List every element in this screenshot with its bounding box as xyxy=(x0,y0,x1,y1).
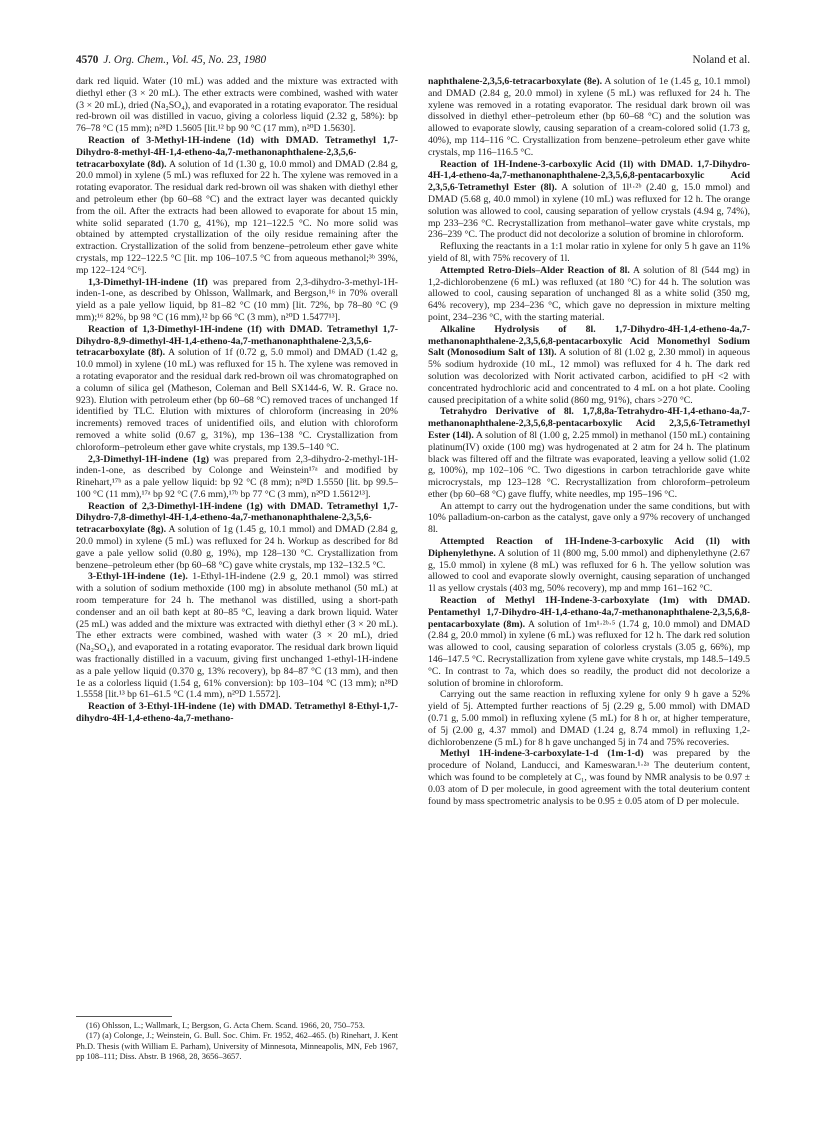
paragraph-text: was prepared from 2,3-dihydro-3-methyl-1H-inden-1-one, as described by Ohlsson, Wallmark, and Bergson,¹⁶ in 70% overall yield as a pale yellow liquid, bp 81–82 °C (10 mm) [lit. 72%, bp 78–80 °C (9 mm);¹⁶ 82%, bp 98 °C (16 mm),¹² bp 66 °C (3 mm), n²⁰D 1.5477¹³]. xyxy=(76,276,398,323)
footnote: (17) (a) Colonge, J.; Weinstein, G. Bull. Soc. Chim. Fr. 1952, 462–465. (b) Rinehart, J. Kent Ph.D. Thesis (with William E. Parham), University of Minnesota, Minneapolis, MN, Feb 1967, pp 108–111; Diss. Abstr. B 1968, 28, 3656–3657. xyxy=(76,1031,398,1061)
paragraph-heading: Reaction of 1H-Indene-3-carboxylic Acid (1l) with DMAD. 1,7-Dihydro-4H-1,4-etheno-4a,7-methanonaphthalene-2,3,5,6,8-pentacarboxylic Acid 2,3,5,6-Tetramethyl Ester (8l). xyxy=(428,158,750,194)
right-column-paragraph xyxy=(428,241,750,265)
page-number: 4570 xyxy=(76,54,99,66)
paragraph-heading: Methyl 1H-indene-3-carboxylate-1-d (1m-1-d) xyxy=(440,748,644,760)
left-column-paragraph xyxy=(76,501,398,572)
paragraph-text: A solution of 1d (1.30 g, 10.0 mmol) and DMAD (2.84 g, 20.0 mmol) in xylene (5 mL) was refluxed for 22 h. The xylene was removed in a rotating evaporator. The residual dark red-brown oil was shaken with diethyl ether and petroleum ether (bp 60–68 °C) and the extract layer was decanted quickly from the oil. After the extracts had been allowed to evaporate for about 15 min, white solid separated (1.70 g, 41%), mp 121–122.5 °C. No more solid was obtained by attempted crystallization of the oily residue remaining after the extraction. Crystallization of the solid from benzene–petroleum ether gave white crystals, mp 122–122.5 °C [lit. mp 106–107.5 °C from aqueous methanol;³ᵇ 39%, mp 122–124 °C⁶]. xyxy=(76,158,398,276)
left-column xyxy=(76,76,398,1076)
paragraph-text: A solution of 8l (1.00 g, 2.25 mmol) in methanol (150 mL) containing platinum(IV) oxide (100 mg) was hydrogenated at 2 atm for 24 h. The platinum black was filtered off and the filtrate was evaporated, leaving a yellow solid (1.02 g, 100%), mp 102–106 °C. Two digestions in carbon tetrachloride gave white microcrystals, mp 123–128 °C. Recrystallization from chloroform–petroleum ether (bp 60–68 °C) gave fluffy, white needles, mp 195–196 °C. xyxy=(428,429,750,500)
running-header xyxy=(76,52,750,68)
footnotes xyxy=(76,1021,398,1062)
paragraph-heading: Reaction of 3-Ethyl-1H-indene (1e) with DMAD. Tetramethyl 8-Ethyl-1,7-dihydro-4H-1,4-etheno-4a,7-methano- xyxy=(76,701,398,725)
right-column-paragraph xyxy=(428,406,750,500)
paragraph-text: A solution of 1l (800 mg, 5.00 mmol) and diphenylethyne (2.67 g, 15.0 mmol) in xylene (8 mL) was refluxed for 6 h. The yellow solution was allowed to cool and evaporate slowly overnight, causing separation of unchanged 1l as yellow crystals (403 mg, 50% recovery), mp and mmp 161–162 °C. xyxy=(428,547,750,595)
header-left xyxy=(76,52,266,68)
paragraph-text: A solution of 8l (1.02 g, 2.30 mmol) in aqueous 5% sodium hydroxide (10 mL, 12 mmol) was refluxed for 4 h. The dark red solution was decolorized with Norit activated carbon, acidified to pH <2 with concentrated hydrochloric acid and concentrated to 4 mL on a hot plate. Cooling caused precipitation of a white solid (860 mg, 91%), chars >270 °C. xyxy=(428,347,750,406)
paragraph-text: was prepared from 2,3-dihydro-2-methyl-1H-inden-1-one, as described by Colonge and Weinstein¹⁷ᵃ and modified by Rinehart,¹⁷ᵇ as a pale yellow liquid: bp 92 °C (8 mm); n²⁸D 1.5550 [lit. bp 99.5–100 °C (11 mm),¹⁷ᵃ bp 92 °C (7.6 mm),¹⁷ᵇ bp 77 °C (3 mm), n²⁰D 1.5612¹³]. xyxy=(76,453,398,500)
paragraph-text: A solution of 1g (1.45 g, 10.1 mmol) and DMAD (2.84 g, 20.0 mmol) in xylene (5 mL) was refluxed for 24 h. Workup as described for 8d gave a pale yellow solid (0.80 g, 19%), mp 128–130 °C. Crystallization from benzene–petroleum ether (bp 60–68 °C) gave white crystals, mp 132–132.5 °C. xyxy=(76,524,398,571)
right-column-paragraph xyxy=(428,689,750,748)
right-column-paragraph xyxy=(428,595,750,689)
paragraph-heading: Tetrahydro Derivative of 8l. 1,7,8,8a-Tetrahydro-4H-1,4-ethano-4a,7-methanonaphthalene-2,3,5,6,8-pentacarboxylic Acid 2,3,5,6-Tetramethyl Ester (14l). xyxy=(428,406,750,441)
paragraph-text: A solution of 1f (0.72 g, 5.0 mmol) and DMAD (1.42 g, 10.0 mmol) in xylene (10 mL) was refluxed for 15 h. The xylene was removed in a rotating evaporator and the residual dark red-brown oil was chromatographed on a column of silica gel (Matheson, Coleman and Bell SX144-6, W. R. Grace no. 923). Elution with petroleum ether (bp 60–68 °C) removed traces of unchanged 1f identified by TLC. Elution with mixtures of chloroform (increasing in 20% increments) removed traces of unidentified oils, and elution with chloroform removed a white solid (0.67 g, 31%), mp 136–138 °C. Crystallization from chloroform–petroleum ether gave white crystals, mp 139.5–140 °C. xyxy=(76,347,398,453)
right-column-paragraph xyxy=(428,536,750,595)
right-column-paragraph xyxy=(428,324,750,407)
paragraph-text: dark red liquid. Water (10 mL) was added and the mixture was extracted with diethyl ether (3 × 20 mL). The ether extracts were combined, washed with water (3 × 20 mL), dried (Na₂SO₄), and evaporated in a rotating evaporator. The residual red-brown oil was distilled in vacuo, giving a colorless liquid (2.32 g, 58%): bp 76–78 °C (15 mm); n²⁸D 1.5605 [lit.¹² bp 90 °C (17 mm), n²⁰D 1.5630]. xyxy=(76,76,398,135)
paragraph-heading: 3-Ethyl-1H-indene (1e). xyxy=(88,571,188,583)
paragraph-text: An attempt to carry out the hydrogenation under the same conditions, but with 10% palladium-on-carbon as the catalyst, gave only a 97% recovery of unchanged 8l. xyxy=(428,500,750,536)
right-column-paragraph xyxy=(428,76,750,159)
footnote: (16) Ohlsson, L.; Wallmark, I.; Bergson, G. Acta Chem. Scand. 1966, 20, 750–753. xyxy=(86,1021,365,1030)
paragraph-text: A solution of 1m¹·²ᵇ·⁵ (1.74 g, 10.0 mmol) and DMAD (2.84 g, 20.0 mmol) in xylene (6 mL) was refluxed for 12 h. The dark red solution was allowed to cool, causing separation of colorless crystals (3.05 g, 66%), mp 146–147.5 °C. Recrystallization from xylene gave white crystals, mp 148.5–149.5 °C. In contrast to 7a, which does so readily, the product did not decolorize a solution of bromine in chloroform. xyxy=(428,618,750,689)
footnote-rule xyxy=(76,1016,172,1017)
left-column-paragraph xyxy=(76,571,398,701)
paragraph-heading: Reaction of 3-Methyl-1H-indene (1d) with DMAD. Tetramethyl 1,7-Dihydro-8-methyl-4H-1,4-etheno-4a,7-methanonaphthalene-2,3,5,6-tetracarboxylate (8d). xyxy=(76,134,398,170)
paragraph-heading: 2,3-Dimethyl-1H-indene (1g) xyxy=(88,453,210,465)
paragraph-heading: Reaction of Methyl 1H-Indene-3-carboxylate (1m) with DMAD. Pentamethyl 1,7-Dihydro-4H-1,4-ethano-4a,7-methanonaphthalene-2,3,5,6,8-pentacarboxylate (8m). xyxy=(428,595,750,630)
left-column-paragraph xyxy=(76,454,398,501)
left-column-paragraph xyxy=(76,76,398,135)
paragraph-heading: Reaction of 2,3-Dimethyl-1H-indene (1g) with DMAD. Tetramethyl 1,7-Dihydro-7,8-dimethyl-4H-1,4-etheno-4a,7-methanonaphthalene-2,3,5,6-tetracarboxylate (8g). xyxy=(76,500,398,536)
paragraph-text: A solution of 1e (1.45 g, 10.1 mmol) and DMAD (2.84 g, 20.0 mmol) in xylene (5 mL) was refluxed for 24 h. The xylene was removed in a rotating evaporator. The residual dark brown oil was dissolved in diethyl ether–petroleum ether (bp 60–68 °C) and the solution was allowed to evaporate slowly, causing separation of a cream-colored solid (1.73 g, 40%), mp 114–116 °C. Crystallization from benzene–petroleum ether gave white crystals, mp 116–116.5 °C. xyxy=(428,76,750,158)
paragraph-heading: naphthalene-2,3,5,6-tetracarboxylate (8e). xyxy=(428,76,602,87)
header-authors: Noland et al. xyxy=(692,54,750,66)
paragraph-text: A solution of 8l (544 mg) in 1,2-dichlorobenzene (6 mL) was refluxed (at 180 °C) for 44 h. The solution was allowed to cool, causing separation of unchanged 8l as a white solid (350 mg, 64% recovery), mp 234–236 °C, which gave no depression in mixture melting point, 234–236 °C, with the starting material. xyxy=(428,264,750,323)
right-column-paragraph xyxy=(428,159,750,242)
right-column-paragraph xyxy=(428,748,750,807)
paragraph-text: Carrying out the same reaction in refluxing xylene for only 9 h gave a 52% yield of 5j. Attempted further reactions of 5j (2.29 g, 5.00 mmol) with DMAD (0.71 g, 5.00 mmol) in refluxing xylene (5 mL) for 8 h or, at higher temperature, of 5j (2.00 g, 4.37 mmol) and DMAD (1.24 g, 8.74 mmol) in refluxing 1,2-dichlorobenzene (5 mL) for 8 h gave unchanged 5j in 74 and 75% recoveries. xyxy=(428,689,750,748)
paragraph-heading: 1,3-Dimethyl-1H-indene (1f) xyxy=(88,276,208,288)
left-column-paragraph xyxy=(76,701,398,725)
right-column-paragraph xyxy=(428,501,750,536)
paragraph-text: 1-Ethyl-1H-indene (2.9 g, 20.1 mmol) was stirred with a solution of sodium methoxide (100 mg) in absolute methanol (50 mL) at room temperature for 24 h. The methanol was distilled, using a short-path condenser and an oil bath kept at 80–85 °C, leaving a dark brown liquid. Water (25 mL) was added and the mixture was extracted with diethyl ether (3 × 20 mL). The ether extracts were combined, washed with water (3 × 20 mL), dried (Na₂SO₄), and evaporated in a rotating evaporator. The residual dark brown liquid was fractionally distilled in a vacuum, giving first unchanged 1-ethyl-1H-indene as a pale yellow liquid (0.370 g, 13% recovery), bp 84–87 °C (13 mm), and then 1e as a colorless liquid (1.54 g, 61% conversion): bp 103–104 °C (13 mm); n²⁸D 1.5558 [lit.¹³ bp 61–61.5 °C (1.4 mm), n²⁰D 1.5572]. xyxy=(76,571,398,701)
journal-citation: J. Org. Chem., Vol. 45, No. 23, 1980 xyxy=(103,54,267,66)
paragraph-heading: Attempted Reaction of 1H-Indene-3-carboxylic Acid (1l) with Diphenylethyne. xyxy=(428,536,750,559)
paragraph-heading: Attempted Retro-Diels–Alder Reaction of 8l. xyxy=(440,264,630,276)
paragraph-text: Refluxing the reactants in a 1:1 molar ratio in xylene for only 5 h gave an 11% yield of 8l, with 75% recovery of 1l. xyxy=(428,241,750,264)
left-column-paragraph xyxy=(76,277,398,324)
left-column-paragraph xyxy=(76,135,398,277)
left-column-paragraph xyxy=(76,324,398,454)
paragraph-text: was prepared by the procedure of Noland, Landucci, and Kameswaran.¹·²ᵃ The deuterium content, which was found to be completely at C₁, was found by NMR analysis to be 0.97 ± 0.03 atom of D per molecule, in good agreement with the total deuterium content found by mass spectrometric analysis to be 0.95 ± 0.05 atom of D per molecule. xyxy=(428,748,750,807)
right-column xyxy=(428,76,750,1076)
paragraph-heading: Alkaline Hydrolysis of 8l. 1,7-Dihydro-4H-1,4-etheno-4a,7-methanonaphthalene-2,3,5,6,8-pentacarboxylic Acid Monomethyl Sodium Salt (Monosodium Salt of 13l). xyxy=(428,323,750,359)
paragraph-text: A solution of 1l¹·²ᵇ (2.40 g, 15.0 mmol) and DMAD (5.68 g, 40.0 mmol) in xylene (10 mL) was refluxed for 12 h. The orange solution was allowed to cool, causing separation of yellow crystals (4.94 g, 74%), mp 233–236 °C. Recrystallization from methanol–water gave white crystals, mp 236–239 °C. The product did not decolorize a solution of bromine in chloroform. xyxy=(428,182,750,241)
paragraph-heading: Reaction of 1,3-Dimethyl-1H-indene (1f) with DMAD. Tetramethyl 1,7-Dihydro-8,9-dimethyl-4H-1,4-etheno-4a,7-methanonaphthalene-2,3,5,6-tetracarboxylate (8f). xyxy=(76,323,398,359)
right-column-paragraph xyxy=(428,265,750,324)
